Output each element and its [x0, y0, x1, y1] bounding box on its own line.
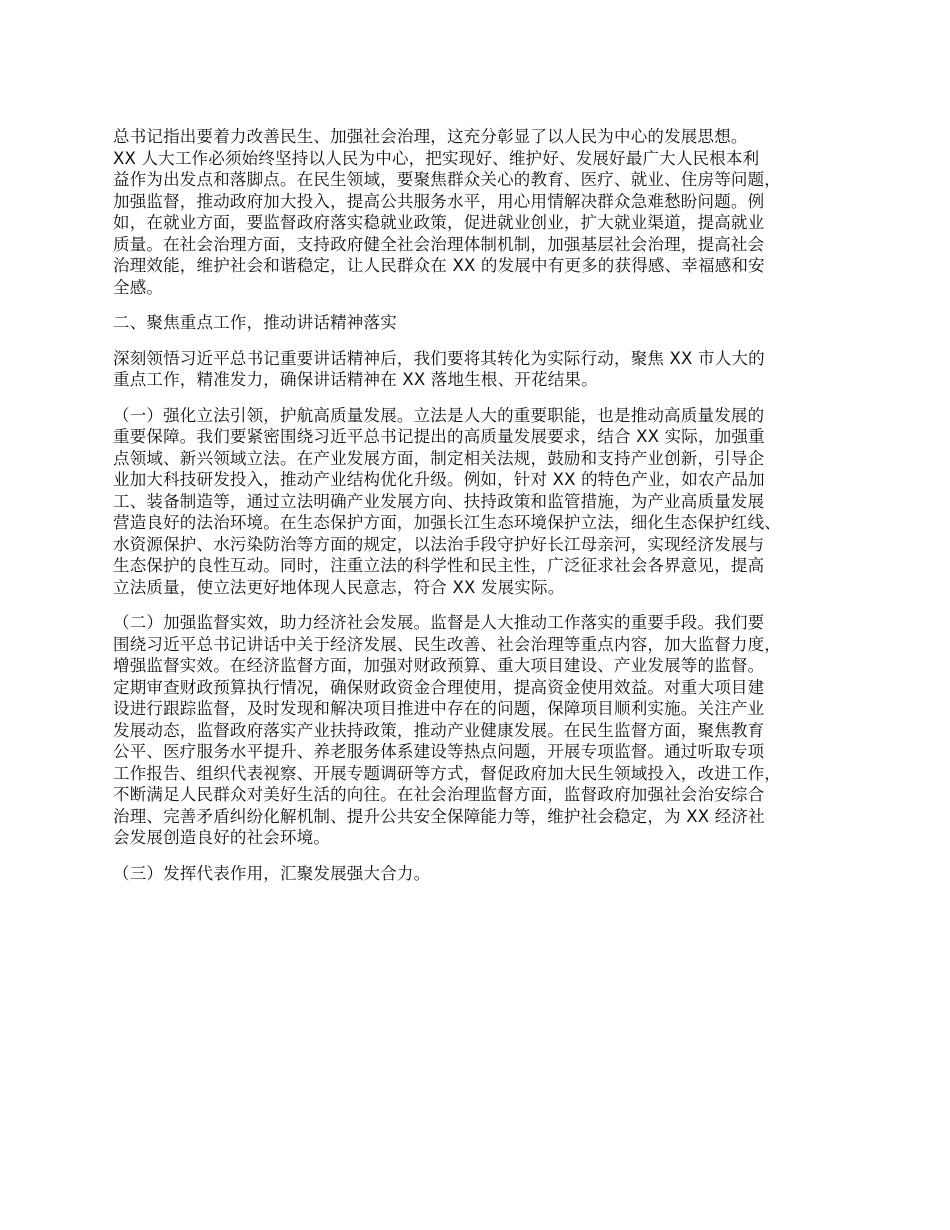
document-page: [113, 126, 858, 884]
paragraph-representatives: （三）发挥代表作用，汇聚发展强大合力。: [113, 863, 431, 883]
paragraph-livelihood: 总书记指出要着力改善民生、加强社会治理，这充分彰显了以人民为中心的发展思想。 XX 人大工作必须始终坚持以人民为中心，把实现好、维护好、发展好最广大人民根本利 益作为出发点和落脚点。在民生领域，要聚焦群众关心的教育、医疗、就业、住房等问题， 加强监督，推动政府加大投入，提高公共服务水平，用心用情解决群众急难愁盼问题。例 如，在就业方面，要监督政府落实稳就业政策，促进就业创业，扩大就业渠道，提高就业 质量。在社会治理方面，支持政府健全社会治理体制机制，加强基层社会治理，提高社会 治理效能，维护社会和谐稳定，让人民群众在 XX 的发展中有更多的获得感、幸福感和安 全感。: [113, 127, 781, 297]
paragraph-intro: 深刻领悟习近平总书记重要讲话精神后，我们要将其转化为实际行动，聚焦 XX 市人大的 重点工作，精准发力，确保讲话精神在 XX 落地生根、开花结果。: [113, 348, 765, 389]
paragraph-legislation: （一）强化立法引领，护航高质量发展。立法是人大的重要职能，也是推动高质量发展的 重要保障。我们要紧密围绕习近平总书记提出的高质量发展要求，结合 XX 实际，加强重 点领域、新兴领域立法。在产业发展方面，制定相关法规，鼓励和支持产业创新，引导企 业加大科技研发投入，推动产业结构优化升级。例如，针对 XX 的特色产业，如农产品加 工、装备制造等，通过立法明确产业发展方向、扶持政策和监管措施，为产业高质量发展 营造良好的法治环境。在生态保护方面，加强长江生态环境保护立法，细化生态保护红线、 水资源保护、水污染防治等方面的规定，以法治手段守护好长江母亲河，实现经济发展与 生态保护的良性互动。同时，注重立法的科学性和民主性，广泛征求社会各界意见，提高 立法质量，使立法更好地体现人民意志，符合 XX 发展实际。: [113, 405, 781, 597]
section-heading-2: 二、聚焦重点工作，推动讲话精神落实: [113, 313, 397, 332]
paragraph-supervision: （二）加强监督实效，助力经济社会发展。监督是人大推动工作落实的重要手段。我们要 围绕习近平总书记讲话中关于经济发展、民生改善、社会治理等重点内容，加大监督力度， 增强监督实效。在经济监督方面，加强对财政预算、重大项目建设、产业发展等的监督。 定期审查财政预算执行情况，确保财政资金合理使用，提高资金使用效益。对重大项目建 设进行跟踪监督，及时发现和解决项目推进中存在的问题，保障项目顺利实施。关注产业 发展动态，监督政府落实产业扶持政策，推动产业健康发展。在民生监督方面，聚焦教育 公平、医疗服务水平提升、养老服务体系建设等热点问题，开展专项监督。通过听取专项 工作报告、组织代表视察、开展专题调研等方式，督促政府加大民生领域投入，改进工作， 不断满足人民群众对美好生活的向往。在社会治理监督方面，监督政府加强社会治安综合 治理、完善矛盾纠纷化解机制、提升公共安全保障能力等，维护社会稳定，为 XX 经济社 会发展创造良好的社会环境。: [113, 613, 781, 847]
